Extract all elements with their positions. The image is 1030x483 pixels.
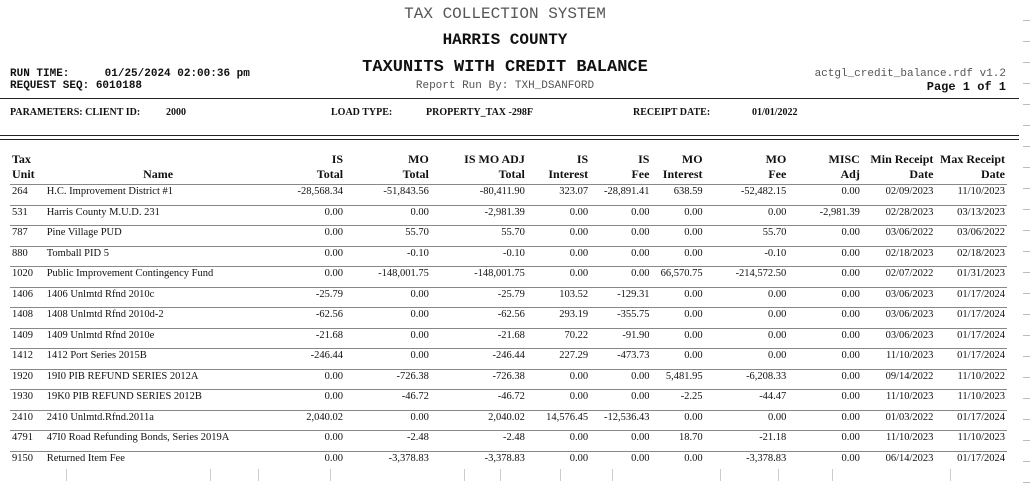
value-cell: 0.00 bbox=[271, 226, 345, 247]
tax-unit-cell: 1930 bbox=[10, 390, 45, 411]
edge-tick bbox=[1023, 20, 1030, 21]
value-cell: 0.00 bbox=[590, 205, 651, 226]
value-cell: 0.00 bbox=[345, 308, 431, 329]
table-row bbox=[10, 349, 1007, 370]
tax-unit-cell: 1406 bbox=[10, 287, 45, 308]
run-time-value: 01/25/2024 02:00:36 pm bbox=[104, 68, 250, 80]
value-cell: 227.29 bbox=[527, 349, 590, 370]
value-cell: 55.70 bbox=[431, 226, 527, 247]
column-header bbox=[45, 152, 272, 185]
value-cell: 0.00 bbox=[271, 205, 345, 226]
column-header bbox=[431, 152, 527, 185]
value-cell: 11/10/2023 bbox=[862, 390, 936, 411]
value-cell: 293.19 bbox=[527, 308, 590, 329]
value-cell: 11/10/2023 bbox=[862, 431, 936, 452]
tax-unit-cell: 1409 bbox=[10, 328, 45, 349]
name-cell: 1408 Unlmtd Rfnd 2010d-2 bbox=[45, 308, 272, 329]
column-header-line1: Max Receipt bbox=[940, 152, 1005, 166]
value-cell: 0.00 bbox=[590, 246, 651, 267]
edge-tick bbox=[1023, 209, 1030, 210]
value-cell: -25.79 bbox=[431, 287, 527, 308]
tax-unit-cell: 264 bbox=[10, 185, 45, 206]
value-cell: 0.00 bbox=[271, 390, 345, 411]
value-cell: -46.72 bbox=[431, 390, 527, 411]
tax-unit-cell: 1920 bbox=[10, 369, 45, 390]
value-cell: -91.90 bbox=[590, 328, 651, 349]
column-header-line2: Interest bbox=[662, 167, 703, 181]
table-row bbox=[10, 267, 1007, 288]
value-cell: 02/07/2022 bbox=[862, 267, 936, 288]
value-cell: 01/03/2022 bbox=[862, 410, 936, 431]
value-cell: 0.00 bbox=[345, 287, 431, 308]
column-header-line2: Fee bbox=[768, 167, 787, 181]
edge-tick bbox=[1023, 314, 1030, 315]
value-cell: 0.00 bbox=[651, 328, 704, 349]
value-cell: -28,568.34 bbox=[271, 185, 345, 206]
table-header-row bbox=[10, 152, 1007, 185]
value-cell: 0.00 bbox=[705, 410, 789, 431]
bottom-tick bbox=[778, 469, 779, 481]
edge-tick bbox=[1023, 335, 1030, 336]
value-cell: -62.56 bbox=[271, 308, 345, 329]
edge-tick bbox=[1023, 440, 1030, 441]
value-cell: 11/10/2023 bbox=[935, 390, 1007, 411]
value-cell: 14,576.45 bbox=[527, 410, 590, 431]
bottom-tick bbox=[66, 469, 67, 481]
bottom-tick bbox=[464, 469, 465, 481]
value-cell: -473.73 bbox=[590, 349, 651, 370]
name-cell: Returned Item Fee bbox=[45, 451, 272, 471]
value-cell: 09/14/2022 bbox=[862, 369, 936, 390]
tax-unit-cell: 4791 bbox=[10, 431, 45, 452]
value-cell: -2.25 bbox=[651, 390, 704, 411]
params-label: PARAMETERS: CLIENT ID: bbox=[10, 107, 141, 118]
value-cell: -246.44 bbox=[271, 349, 345, 370]
bottom-tick bbox=[612, 469, 613, 481]
edge-tick bbox=[1023, 356, 1030, 357]
column-header-line1: Min Receipt bbox=[870, 152, 934, 166]
value-cell: 0.00 bbox=[590, 431, 651, 452]
edge-tick bbox=[1023, 272, 1030, 273]
value-cell: -2,981.39 bbox=[788, 205, 862, 226]
edge-tick bbox=[1023, 146, 1030, 147]
bottom-tick bbox=[832, 469, 833, 481]
value-cell: 0.00 bbox=[651, 410, 704, 431]
run-time bbox=[10, 68, 250, 80]
value-cell: 0.00 bbox=[705, 349, 789, 370]
divider-top bbox=[0, 98, 1019, 99]
column-header-line1: MISC bbox=[828, 152, 860, 166]
divider-mid-1 bbox=[0, 135, 1019, 136]
value-cell: -726.38 bbox=[345, 369, 431, 390]
value-cell: 55.70 bbox=[705, 226, 789, 247]
tax-unit-cell: 1412 bbox=[10, 349, 45, 370]
edge-tick bbox=[1023, 461, 1030, 462]
value-cell: 03/06/2023 bbox=[862, 308, 936, 329]
value-cell: 0.00 bbox=[651, 205, 704, 226]
county-title: HARRIS COUNTY bbox=[442, 31, 568, 49]
value-cell: 0.00 bbox=[527, 226, 590, 247]
value-cell: -0.10 bbox=[705, 246, 789, 267]
edge-tick bbox=[1023, 104, 1030, 105]
edge-tick bbox=[1023, 398, 1030, 399]
value-cell: 0.00 bbox=[788, 328, 862, 349]
value-cell: 06/14/2023 bbox=[862, 451, 936, 471]
value-cell: 0.00 bbox=[788, 287, 862, 308]
table-row bbox=[10, 246, 1007, 267]
table-row bbox=[10, 390, 1007, 411]
column-header bbox=[590, 152, 651, 185]
column-header-line1: Tax bbox=[12, 152, 31, 166]
value-cell: 03/06/2022 bbox=[862, 226, 936, 247]
table-row bbox=[10, 410, 1007, 431]
page-edge-ticks bbox=[1022, 0, 1030, 483]
tax-unit-cell: 787 bbox=[10, 226, 45, 247]
value-cell: -21.68 bbox=[431, 328, 527, 349]
tax-unit-cell: 9150 bbox=[10, 451, 45, 471]
column-header-line2: Adj bbox=[840, 167, 860, 181]
edge-tick bbox=[1023, 293, 1030, 294]
column-header-line2: Date bbox=[909, 167, 934, 181]
value-cell: 0.00 bbox=[705, 205, 789, 226]
value-cell: 0.00 bbox=[345, 205, 431, 226]
value-cell: 0.00 bbox=[788, 349, 862, 370]
column-header-line1: MO bbox=[681, 152, 703, 166]
value-cell: -46.72 bbox=[345, 390, 431, 411]
value-cell: -2,981.39 bbox=[431, 205, 527, 226]
value-cell: 18.70 bbox=[651, 431, 704, 452]
column-header-line2: Fee bbox=[631, 167, 650, 181]
column-header bbox=[345, 152, 431, 185]
request-seq-label: REQUEST SEQ: bbox=[10, 80, 90, 92]
column-header-line2: Total bbox=[316, 167, 344, 181]
value-cell: 2,040.02 bbox=[271, 410, 345, 431]
value-cell: 0.00 bbox=[527, 246, 590, 267]
name-cell: 1406 Unlmtd Rfnd 2010c bbox=[45, 287, 272, 308]
value-cell: -0.10 bbox=[345, 246, 431, 267]
value-cell: 0.00 bbox=[590, 267, 651, 288]
value-cell: 01/17/2024 bbox=[935, 410, 1007, 431]
column-header-line2: Total bbox=[402, 167, 429, 181]
value-cell: 0.00 bbox=[527, 451, 590, 471]
value-cell: 0.00 bbox=[788, 246, 862, 267]
name-cell: 1409 Unlmtd Rfnd 2010e bbox=[45, 328, 272, 349]
value-cell: 0.00 bbox=[651, 451, 704, 471]
column-header-line1 bbox=[47, 152, 270, 167]
column-header-line1: IS bbox=[576, 152, 589, 166]
value-cell: -214,572.50 bbox=[705, 267, 789, 288]
column-header bbox=[788, 152, 862, 185]
column-header bbox=[10, 152, 45, 185]
value-cell: 0.00 bbox=[788, 267, 862, 288]
value-cell: 0.00 bbox=[788, 308, 862, 329]
value-cell: -355.75 bbox=[590, 308, 651, 329]
value-cell: 11/10/2023 bbox=[935, 431, 1007, 452]
bottom-tick bbox=[720, 469, 721, 481]
edge-tick bbox=[1023, 125, 1030, 126]
column-header bbox=[705, 152, 789, 185]
value-cell: 01/17/2024 bbox=[935, 328, 1007, 349]
value-cell: 03/06/2023 bbox=[862, 328, 936, 349]
value-cell: 0.00 bbox=[271, 431, 345, 452]
value-cell: -12,536.43 bbox=[590, 410, 651, 431]
table-row bbox=[10, 287, 1007, 308]
value-cell: 0.00 bbox=[651, 308, 704, 329]
value-cell: -25.79 bbox=[271, 287, 345, 308]
value-cell: 0.00 bbox=[590, 226, 651, 247]
system-title: TAX COLLECTION SYSTEM bbox=[404, 5, 606, 23]
value-cell: -80,411.90 bbox=[431, 185, 527, 206]
name-cell: Pine Village PUD bbox=[45, 226, 272, 247]
value-cell: -3,378.83 bbox=[431, 451, 527, 471]
value-cell: 0.00 bbox=[345, 349, 431, 370]
value-cell: 02/18/2023 bbox=[862, 246, 936, 267]
receipt-date-label: RECEIPT DATE: bbox=[633, 107, 711, 118]
edge-tick bbox=[1023, 377, 1030, 378]
table-row bbox=[10, 308, 1007, 329]
value-cell: 55.70 bbox=[345, 226, 431, 247]
value-cell: 11/10/2023 bbox=[862, 349, 936, 370]
value-cell: 0.00 bbox=[527, 390, 590, 411]
column-header bbox=[527, 152, 590, 185]
value-cell: 0.00 bbox=[527, 431, 590, 452]
value-cell: 0.00 bbox=[590, 451, 651, 471]
value-cell: 03/13/2023 bbox=[935, 205, 1007, 226]
report-title: TAXUNITS WITH CREDIT BALANCE bbox=[362, 58, 648, 77]
edge-tick bbox=[1023, 419, 1030, 420]
divider-mid-2 bbox=[0, 139, 1019, 140]
value-cell: -21.18 bbox=[705, 431, 789, 452]
column-header-line2: Name bbox=[143, 167, 174, 181]
value-cell: 0.00 bbox=[651, 287, 704, 308]
value-cell: -148,001.75 bbox=[345, 267, 431, 288]
column-header bbox=[271, 152, 345, 185]
value-cell: 01/31/2023 bbox=[935, 267, 1007, 288]
column-header-line1: IS MO ADJ bbox=[464, 152, 525, 166]
value-cell: 0.00 bbox=[345, 328, 431, 349]
value-cell: 02/09/2023 bbox=[862, 185, 936, 206]
name-cell: 1412 Port Series 2015B bbox=[45, 349, 272, 370]
edge-tick bbox=[1023, 41, 1030, 42]
request-seq-value: 6010188 bbox=[95, 80, 143, 92]
name-cell: H.C. Improvement District #1 bbox=[45, 185, 272, 206]
value-cell: -44.47 bbox=[705, 390, 789, 411]
value-cell: -62.56 bbox=[431, 308, 527, 329]
value-cell: -3,378.83 bbox=[345, 451, 431, 471]
run-time-label: RUN TIME: bbox=[10, 68, 70, 80]
edge-tick bbox=[1023, 167, 1030, 168]
table-row bbox=[10, 328, 1007, 349]
value-cell: 01/17/2024 bbox=[935, 349, 1007, 370]
column-header bbox=[935, 152, 1007, 185]
edge-tick bbox=[1023, 251, 1030, 252]
value-cell: 0.00 bbox=[527, 369, 590, 390]
name-cell: Public Improvement Contingency Fund bbox=[45, 267, 272, 288]
value-cell: 0.00 bbox=[705, 328, 789, 349]
rdf-name: actgl_credit_balance.rdf v1.2 bbox=[814, 68, 1006, 80]
name-cell: Tomball PID 5 bbox=[45, 246, 272, 267]
value-cell: 0.00 bbox=[788, 390, 862, 411]
value-cell: 01/17/2024 bbox=[935, 287, 1007, 308]
value-cell: 11/10/2023 bbox=[935, 185, 1007, 206]
value-cell: 0.00 bbox=[271, 369, 345, 390]
value-cell: 0.00 bbox=[788, 451, 862, 471]
name-cell: Harris County M.U.D. 231 bbox=[45, 205, 272, 226]
value-cell: 0.00 bbox=[705, 308, 789, 329]
value-cell: 0.00 bbox=[788, 410, 862, 431]
page-number: Page 1 of 1 bbox=[926, 80, 1006, 94]
name-cell: 19K0 PIB REFUND SERIES 2012B bbox=[45, 390, 272, 411]
edge-tick bbox=[1023, 62, 1030, 63]
column-header bbox=[862, 152, 936, 185]
value-cell: -6,208.33 bbox=[705, 369, 789, 390]
column-header-line2: Unit bbox=[12, 167, 35, 181]
column-header-line1: MO bbox=[408, 152, 429, 166]
table-row bbox=[10, 451, 1007, 471]
value-cell: 0.00 bbox=[271, 451, 345, 471]
column-header bbox=[651, 152, 704, 185]
column-header-line2: Total bbox=[498, 167, 525, 181]
run-by: Report Run By: TXH_DSANFORD bbox=[415, 80, 595, 92]
credit-balance-table bbox=[10, 152, 1007, 471]
bottom-tick bbox=[950, 469, 951, 481]
column-header-line1: IS bbox=[638, 152, 650, 166]
name-cell: 2410 Unlmtd.Rfnd.2011a bbox=[45, 410, 272, 431]
receipt-date: 01/01/2022 bbox=[752, 107, 798, 118]
value-cell: 02/28/2023 bbox=[862, 205, 936, 226]
load-type: PROPERTY_TAX -298F bbox=[426, 107, 533, 118]
value-cell: -2.48 bbox=[345, 431, 431, 452]
bottom-tick bbox=[210, 469, 211, 481]
value-cell: -148,001.75 bbox=[431, 267, 527, 288]
value-cell: 0.00 bbox=[651, 226, 704, 247]
value-cell: 0.00 bbox=[651, 349, 704, 370]
table-row bbox=[10, 431, 1007, 452]
tax-unit-cell: 2410 bbox=[10, 410, 45, 431]
value-cell: 0.00 bbox=[271, 246, 345, 267]
table-row bbox=[10, 226, 1007, 247]
value-cell: 03/06/2022 bbox=[935, 226, 1007, 247]
table-row bbox=[10, 205, 1007, 226]
value-cell: 01/17/2024 bbox=[935, 308, 1007, 329]
value-cell: 11/10/2022 bbox=[935, 369, 1007, 390]
bottom-tick bbox=[500, 469, 501, 481]
value-cell: 0.00 bbox=[345, 410, 431, 431]
value-cell: -51,843.56 bbox=[345, 185, 431, 206]
value-cell: 0.00 bbox=[527, 267, 590, 288]
value-cell: -129.31 bbox=[590, 287, 651, 308]
column-header-line2: Interest bbox=[548, 167, 589, 181]
name-cell: 19I0 PIB REFUND SERIES 2012A bbox=[45, 369, 272, 390]
value-cell: 0.00 bbox=[590, 390, 651, 411]
table-body bbox=[10, 185, 1007, 472]
tax-unit-cell: 531 bbox=[10, 205, 45, 226]
value-cell: 5,481.95 bbox=[651, 369, 704, 390]
value-cell: 103.52 bbox=[527, 287, 590, 308]
bottom-tick bbox=[330, 469, 331, 481]
tax-unit-cell: 880 bbox=[10, 246, 45, 267]
value-cell: -726.38 bbox=[431, 369, 527, 390]
value-cell: 638.59 bbox=[651, 185, 704, 206]
value-cell: -21.68 bbox=[271, 328, 345, 349]
value-cell: 03/06/2023 bbox=[862, 287, 936, 308]
tax-unit-cell: 1408 bbox=[10, 308, 45, 329]
value-cell: -246.44 bbox=[431, 349, 527, 370]
value-cell: -0.10 bbox=[431, 246, 527, 267]
load-type-label: LOAD TYPE: bbox=[331, 107, 393, 118]
edge-tick bbox=[1023, 230, 1030, 231]
name-cell: 47I0 Road Refunding Bonds, Series 2019A bbox=[45, 431, 272, 452]
request-seq bbox=[10, 80, 142, 92]
column-header-line2: Date bbox=[981, 167, 1005, 181]
value-cell: 0.00 bbox=[271, 267, 345, 288]
bottom-tick bbox=[258, 469, 259, 481]
value-cell: 2,040.02 bbox=[431, 410, 527, 431]
value-cell: -52,482.15 bbox=[705, 185, 789, 206]
value-cell: 01/17/2024 bbox=[935, 451, 1007, 471]
value-cell: 0.00 bbox=[590, 369, 651, 390]
value-cell: 66,570.75 bbox=[651, 267, 704, 288]
column-header-line1: IS bbox=[331, 152, 344, 166]
table-row bbox=[10, 369, 1007, 390]
value-cell: 323.07 bbox=[527, 185, 590, 206]
edge-tick bbox=[1023, 83, 1030, 84]
bottom-tick bbox=[560, 469, 561, 481]
column-header-line1: MO bbox=[765, 152, 787, 166]
value-cell: 0.00 bbox=[788, 369, 862, 390]
value-cell: 70.22 bbox=[527, 328, 590, 349]
table-row bbox=[10, 185, 1007, 206]
value-cell: 0.00 bbox=[651, 246, 704, 267]
value-cell: 0.00 bbox=[788, 185, 862, 206]
value-cell: 0.00 bbox=[705, 287, 789, 308]
value-cell: 0.00 bbox=[788, 431, 862, 452]
value-cell: 0.00 bbox=[788, 226, 862, 247]
value-cell: -28,891.41 bbox=[590, 185, 651, 206]
value-cell: -3,378.83 bbox=[705, 451, 789, 471]
value-cell: 0.00 bbox=[527, 205, 590, 226]
edge-tick bbox=[1023, 188, 1030, 189]
value-cell: 02/18/2023 bbox=[935, 246, 1007, 267]
tax-unit-cell: 1020 bbox=[10, 267, 45, 288]
client-id: 2000 bbox=[166, 107, 186, 118]
value-cell: -2.48 bbox=[431, 431, 527, 452]
